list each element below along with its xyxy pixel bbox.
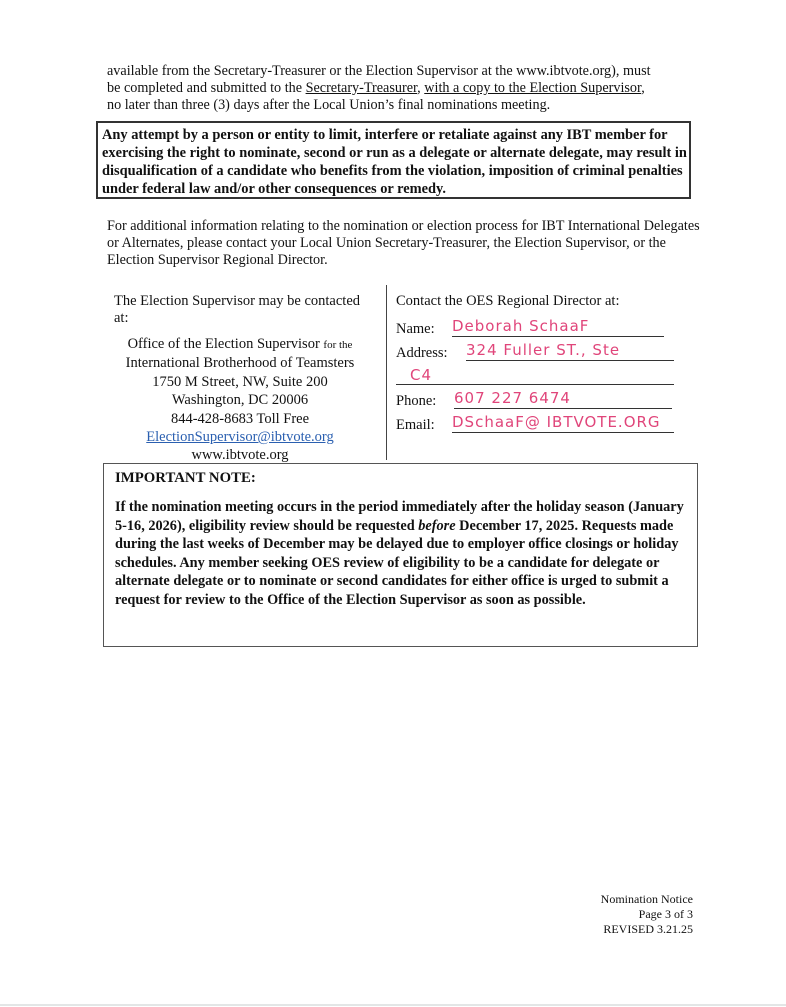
email-field-row — [396, 413, 696, 437]
email-label: Email: — [396, 417, 435, 433]
street-line: 1750 M Street, NW, Suite 200 — [152, 373, 328, 390]
email-field[interactable]: DSchaaF@ IBTVOTE.ORG — [452, 412, 674, 433]
org-line: International Brotherhood of Teamsters — [125, 355, 355, 372]
warning-text: Any attempt by a person or entity to limit, interfere or retaliate against any IBT member for exercising the right to nominate, second or run as a delegate or alternate delegate, may result in disqualification of a candidate who benefits from the violation, imposition of criminal penalties under federal law and/or other consequences or remedy. — [102, 127, 687, 197]
footer-doc-title: Nomination Notice — [600, 892, 693, 906]
office-line — [114, 335, 366, 354]
footer-revision: REVISED 3.21.25 — [603, 922, 693, 936]
city-line: Washington, DC 20006 — [171, 392, 309, 409]
warning-box — [96, 121, 691, 199]
copy-to-supervisor-underlined: with a copy to the Election Supervisor — [424, 80, 642, 96]
important-note-title: IMPORTANT NOTE: — [115, 470, 256, 486]
election-supervisor-address-block — [114, 335, 366, 465]
intro-text: , — [417, 80, 425, 96]
page-bottom-edge — [0, 1004, 786, 1006]
address-field-line-2[interactable]: C4 — [396, 365, 674, 385]
note-emphasis: before — [418, 517, 456, 534]
website-line: www.ibtvote.org — [191, 447, 289, 464]
intro-line-2 — [107, 80, 707, 97]
page-footer — [601, 892, 693, 937]
address-continuation-row — [396, 365, 696, 389]
phone-line: 844-428-8683 Toll Free — [170, 410, 310, 427]
note-text: December 17, 2025. Requests made during the last weeks of December may be delayed due to employer office closings or holiday schedules. Any member seeking OES review of eligibility to be a candidate for delegate or alternate delegate or to nominate or second candidates for either office is urged to submit a request for review to the Office of the Election Supervisor as soon as possible. — [115, 517, 679, 608]
additional-info-paragraph: For additional information relating to the nomination or election process for IBT International Delegates or Alternates, please contact your Local Union Secretary-Treasurer, the Election Supervisor, or the Election Supervisor Regional Director. — [107, 218, 700, 268]
name-field[interactable]: Deborah SchaaF — [452, 316, 664, 337]
important-note-body — [115, 498, 686, 610]
column-divider — [386, 285, 387, 460]
intro-line-1: available from the Secretary-Treasurer or the Election Supervisor at the www.ibtvote.org), must — [107, 63, 651, 79]
footer-page-number: Page 3 of 3 — [638, 907, 693, 921]
address-field-line-1[interactable]: 324 Fuller ST., Ste — [466, 340, 674, 361]
regional-director-heading: Contact the OES Regional Director at: — [396, 293, 620, 309]
important-note-box — [103, 463, 698, 647]
name-label: Name: — [396, 321, 435, 337]
intro-text: be completed and submitted to the — [107, 80, 306, 96]
name-field-row — [396, 317, 696, 341]
address-label: Address: — [396, 345, 448, 361]
phone-field[interactable]: 607 227 6474 — [454, 388, 672, 409]
secretary-treasurer-underlined: Secretary-Treasurer — [305, 80, 418, 96]
phone-field-row — [396, 389, 696, 413]
election-supervisor-contact — [114, 293, 366, 465]
regional-director-contact — [396, 293, 696, 437]
intro-line-3: no later than three (3) days after the Local Union’s final nominations meeting. — [107, 97, 551, 113]
phone-label: Phone: — [396, 393, 437, 409]
intro-text: , — [641, 80, 645, 96]
office-name: Office of the Election Supervisor — [127, 336, 320, 352]
intro-paragraph — [107, 63, 707, 114]
election-supervisor-heading: The Election Supervisor may be contacted at: — [114, 293, 361, 326]
office-suffix: for the — [323, 339, 353, 351]
address-field-row — [396, 341, 696, 365]
election-supervisor-email-link[interactable]: ElectionSupervisor@ibtvote.org — [146, 429, 334, 446]
note-text: If the nomination meeting occurs in the period immediately after the holiday season (January 5-16, 2026), eligibility review should be requested — [115, 499, 684, 534]
